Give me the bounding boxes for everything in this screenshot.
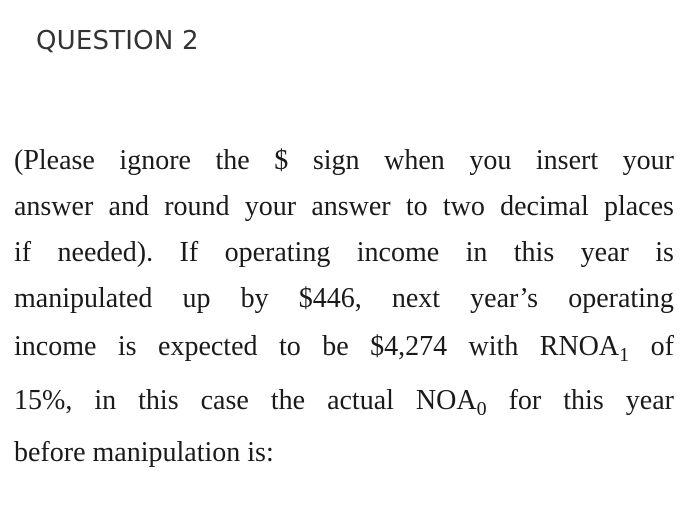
word: $ [274, 145, 289, 176]
word: (Please [14, 145, 95, 176]
question-line [14, 322, 674, 376]
word: $446, [298, 283, 362, 314]
word: this [513, 237, 555, 268]
word: next [391, 283, 441, 314]
word: be [322, 331, 349, 362]
word: manipulation [92, 437, 241, 468]
rnoa-symbol: RNOA [539, 331, 620, 362]
word: the [215, 145, 250, 176]
noa-term [416, 376, 487, 430]
noa-subscript: 0 [476, 398, 487, 420]
word: answer [14, 191, 94, 222]
word: this [138, 385, 179, 416]
word: actual [327, 385, 394, 416]
question-line [14, 138, 674, 184]
word: 15%, [14, 385, 73, 416]
question-line [14, 184, 674, 230]
word: $4,274 [370, 331, 448, 362]
word: this [563, 385, 604, 416]
word: insert [535, 145, 599, 176]
word: before [14, 437, 86, 468]
word: if [14, 237, 32, 268]
word: decimal [500, 191, 589, 222]
word: sign [312, 145, 360, 176]
word: answer [311, 191, 391, 222]
noa-symbol: NOA [415, 385, 477, 416]
rnoa-subscript: 1 [619, 344, 630, 366]
word: expected [158, 331, 258, 362]
question-header: QUESTION 2 [36, 26, 199, 56]
word: If [179, 237, 199, 268]
word: round [164, 191, 230, 222]
question-text [14, 138, 674, 476]
word: in [465, 237, 488, 268]
word: year’s [470, 283, 539, 314]
word: in [94, 385, 117, 416]
word: by [240, 283, 269, 314]
word: up [182, 283, 211, 314]
word: the [270, 385, 306, 416]
question-line [14, 276, 674, 322]
word: is [117, 331, 137, 362]
word: two [442, 191, 485, 222]
word: you [469, 145, 512, 176]
word: when [384, 145, 445, 176]
word: places [603, 191, 674, 222]
word: for [508, 385, 542, 416]
word: ignore [119, 145, 191, 176]
word: income [14, 331, 97, 362]
word: year [580, 237, 629, 268]
word: to [405, 191, 428, 222]
question-line [14, 230, 674, 276]
word: of [650, 331, 674, 362]
word: year [625, 385, 674, 416]
question-line-last [14, 430, 674, 476]
question-line [14, 376, 674, 430]
word: operating [224, 237, 331, 268]
rnoa-term [540, 322, 629, 376]
word: needed). [57, 237, 154, 268]
word: operating [568, 283, 674, 314]
word: your [244, 191, 297, 222]
word: your [622, 145, 674, 176]
word: case [200, 385, 249, 416]
word: is [655, 237, 674, 268]
word: and [108, 191, 149, 222]
word: is: [247, 437, 274, 468]
word: with [468, 331, 519, 362]
word: income [356, 237, 440, 268]
word: manipulated [14, 283, 153, 314]
word: to [278, 331, 301, 362]
